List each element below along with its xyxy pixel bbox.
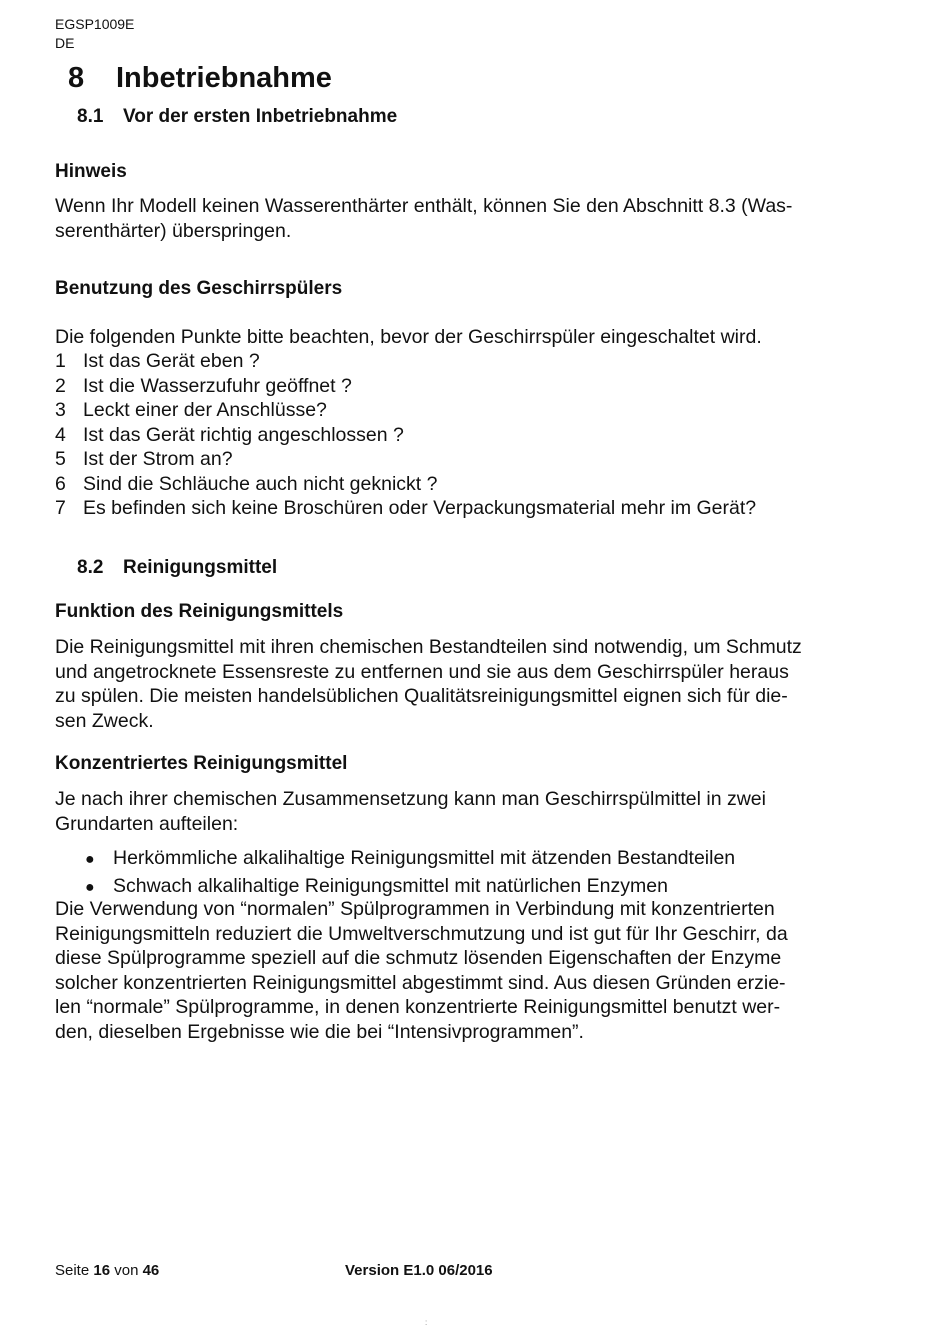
- page-mark: :: [425, 1318, 428, 1327]
- text-line: Die Reinigungsmittel mit ihren chemischen Bestandteilen sind notwendig, um Schmutz: [55, 636, 802, 658]
- benutzung-intro: [55, 325, 885, 350]
- konzentriert-intro: [55, 787, 885, 836]
- list-item: [55, 349, 756, 374]
- text-line: diese Spülprogramme speziell auf die schmutz lösenden Eigenschaften der Enzyme: [55, 947, 782, 969]
- text-line: Wenn Ihr Modell keinen Wasserenthärter enthält, können Sie den Abschnitt 8.3 (Was-: [55, 195, 793, 217]
- chapter-title: Inbetriebnahme: [116, 62, 332, 94]
- page-total: 46: [142, 1262, 160, 1279]
- section-number: 8.2: [77, 557, 104, 578]
- list-item-number: 7: [55, 497, 66, 519]
- list-item-number: 6: [55, 472, 66, 495]
- section-heading-8-2: [77, 556, 277, 580]
- list-item-text: Ist der Strom an?: [83, 448, 233, 470]
- list-item: [55, 496, 756, 521]
- list-item-number: 1: [55, 350, 66, 372]
- list-item-text: Leckt einer der Anschlüsse?: [83, 399, 327, 421]
- text-line: Je nach ihrer chemischen Zusammensetzung kann man Geschirrspülmittel in zwei: [55, 788, 766, 810]
- section-number: 8.1: [77, 106, 104, 127]
- checklist: [55, 349, 756, 521]
- text-line: zu spülen. Die meisten handelsüblichen Qualitätsreinigungsmittel eignen sich für die-: [55, 685, 788, 707]
- list-item-text: Sind die Schläuche auch nicht geknickt ?: [83, 472, 438, 495]
- page-number: [55, 1262, 159, 1280]
- funktion-paragraph: [55, 635, 885, 733]
- text-line: und angetrocknete Essensreste zu entfernen und sie aus dem Geschirrspüler heraus: [55, 660, 789, 683]
- konzentriert-closing: [55, 897, 885, 1044]
- list-item-number: 3: [55, 399, 66, 421]
- page-separator: von: [114, 1262, 139, 1279]
- hinweis-heading: Hinweis: [55, 161, 127, 182]
- hinweis-paragraph: [55, 194, 885, 243]
- text-line: den, dieselben Ergebnisse wie die bei “Intensivprogrammen”.: [55, 1020, 584, 1043]
- text-line: Die folgenden Punkte bitte beachten, bevor der Geschirrspüler eingeschaltet wird.: [55, 326, 762, 348]
- section-heading-8-1: [77, 105, 397, 129]
- list-item-text: Ist das Gerät eben ?: [83, 350, 260, 372]
- text-line: serenthärter) überspringen.: [55, 219, 292, 242]
- section-title: Vor der ersten Inbetriebnahme: [123, 106, 398, 127]
- document-code: EGSP1009E: [55, 16, 135, 32]
- list-item: [55, 374, 756, 399]
- list-item: [55, 472, 756, 497]
- list-item: [55, 423, 756, 448]
- bullet-list: [85, 845, 735, 901]
- konzentriert-heading: Konzentriertes Reinigungsmittel: [55, 753, 348, 774]
- language-code: DE: [55, 35, 75, 51]
- list-item-number: 4: [55, 423, 66, 446]
- bullet-icon: ●: [85, 879, 95, 896]
- section-title: Reinigungsmittel: [123, 557, 278, 578]
- page-current: 16: [93, 1262, 111, 1279]
- chapter-number: 8: [68, 62, 85, 94]
- list-item-number: 5: [55, 448, 66, 470]
- text-line: Die Verwendung von “normalen” Spülprogrammen in Verbindung mit konzentrierten: [55, 898, 775, 920]
- list-item: [55, 398, 756, 423]
- list-item: [55, 447, 756, 472]
- text-line: sen Zweck.: [55, 709, 154, 732]
- version-label: Version E1.0 06/2016: [345, 1262, 493, 1279]
- list-item-text: Es befinden sich keine Broschüren oder Verpackungsmaterial mehr im Gerät?: [83, 497, 757, 519]
- text-line: len “normale” Spülprogramme, in denen konzentrierte Reinigungsmittel benutzt wer-: [55, 996, 781, 1018]
- text-line: Reinigungsmitteln reduziert die Umweltverschmutzung und ist gut für Ihr Geschirr, da: [55, 922, 788, 945]
- list-item-text: Schwach alkalihaltige Reinigungsmittel mit natürlichen Enzymen: [113, 875, 668, 897]
- text-line: solcher konzentrierten Reinigungsmittel abgestimmt sind. Aus diesen Gründen erzie-: [55, 971, 786, 994]
- benutzung-heading: Benutzung des Geschirrspülers: [55, 278, 343, 299]
- list-item-number: 2: [55, 374, 66, 397]
- list-item-text: Ist die Wasserzufuhr geöffnet ?: [83, 374, 352, 397]
- text-line: Grundarten aufteilen:: [55, 812, 239, 835]
- funktion-heading: Funktion des Reinigungsmittels: [55, 601, 344, 622]
- list-item: [85, 845, 735, 873]
- chapter-heading: [68, 58, 332, 98]
- page-prefix: Seite: [55, 1262, 90, 1279]
- bullet-icon: ●: [85, 851, 95, 868]
- list-item-text: Herkömmliche alkalihaltige Reinigungsmittel mit ätzenden Bestandteilen: [113, 847, 736, 869]
- list-item-text: Ist das Gerät richtig angeschlossen ?: [83, 423, 404, 446]
